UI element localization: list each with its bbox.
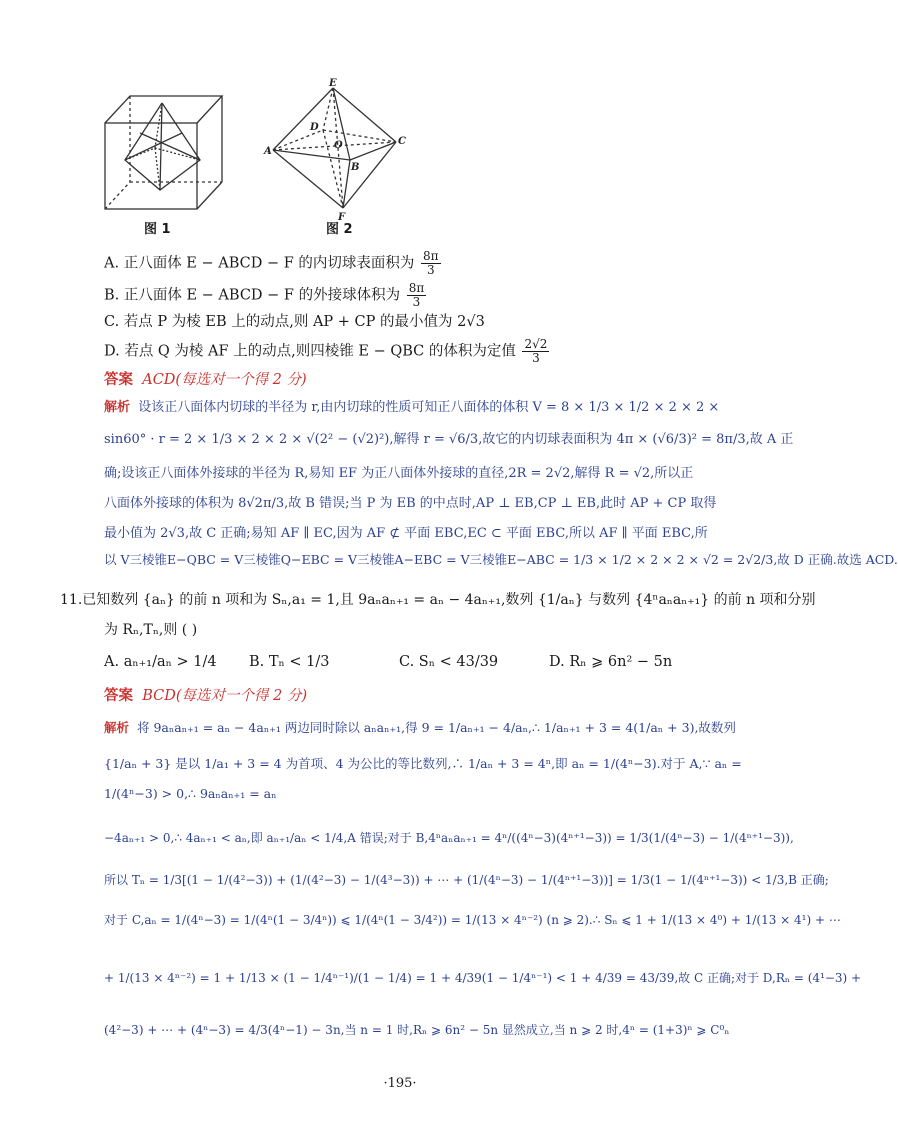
q10-option-c: C. 若点 P 为棱 EB 上的动点,则 AP + CP 的最小值为 2√3 bbox=[104, 314, 485, 330]
q11-analysis-line-0: 解析 将 9aₙaₙ₊₁ = aₙ − 4aₙ₊₁ 两边同时除以 aₙaₙ₊₁,得 9 = 1/aₙ₊₁ − 4/aₙ,∴ 1/aₙ₊₁ + 3 = 4(1/aₙ + 3),故数列 bbox=[104, 720, 736, 735]
q10-analysis-line-1: sin60° · r = 2 × 1/3 × 2 × 2 × √(2² − (√2)²),解得 r = √6/3,故它的内切球表面积为 4π × (√6/3)² = 8π/3,故 A 正 bbox=[104, 432, 794, 447]
q11-analysis-line-4: 所以 Tₙ = 1/3[(1 − 1/(4²−3)) + (1/(4²−3) − 1/(4³−3)) + ⋯ + (1/(4ⁿ−3) − 1/(4ⁿ⁺¹−3))] = 1/3(1 − 1/(4ⁿ⁺¹−3)) < 1/3,B 正确; bbox=[104, 873, 829, 887]
q11-analysis-line-2: 1/(4ⁿ−3) > 0,∴ 9aₙaₙ₊₁ = aₙ bbox=[104, 786, 277, 801]
q10-option-b: B. 正八面体 E − ABCD − F 的外接球体积为 $\frac{8\pi}{3}$ bbox=[104, 281, 425, 309]
q11-option-b: B. Tₙ < 1/3 bbox=[249, 654, 330, 670]
q11-analysis-line-3: −4aₙ₊₁ > 0,∴ 4aₙ₊₁ < aₙ,即 aₙ₊₁/aₙ < 1/4,A 错误;对于 B,4ⁿaₙaₙ₊₁ = 4ⁿ/((4ⁿ−3)(4ⁿ⁺¹−3)) = 1/3(1/(4ⁿ−3) − 1/(4ⁿ⁺¹−3)), bbox=[104, 831, 794, 845]
page-number: ·195· bbox=[383, 1076, 417, 1091]
q10-answer: 答案 ACD(每选对一个得 2 分) bbox=[104, 372, 307, 388]
q11-analysis-line-6: + 1/(13 × 4ⁿ⁻²) = 1 + 1/13 × (1 − 1/4ⁿ⁻¹)/(1 − 1/4) = 1 + 4/39(1 − 1/4ⁿ⁻¹) < 1 + 4/39 = 43/39,故 C 正确;对于 D,Rₙ = (4¹−3) + bbox=[104, 971, 862, 985]
q10-analysis-line-2: 确;设该正八面体外接球的半径为 R,易知 EF 为正八面体外接球的直径,2R = 2√2,解得 R = √2,所以正 bbox=[104, 466, 694, 481]
label-D: D bbox=[310, 122, 319, 133]
label-C: C bbox=[398, 136, 406, 147]
q11-answer: 答案 BCD(每选对一个得 2 分) bbox=[104, 688, 308, 704]
document-body bbox=[60, 249, 898, 1070]
octahedron-figures bbox=[100, 78, 420, 238]
q11-option-d: D. Rₙ ⩾ 6n² − 5n bbox=[549, 654, 673, 670]
q10-analysis-line-4: 最小值为 2√3,故 C 正确;易知 AF ∥ EC,因为 AF ⊄ 平面 EBC,EC ⊂ 平面 EBC,所以 AF ∥ 平面 EBC,所 bbox=[104, 526, 708, 541]
label-E: E bbox=[329, 78, 337, 89]
figure-1-caption: 图 1 bbox=[144, 222, 171, 237]
q10-analysis-line-3: 八面体外接球的体积为 8√2π/3,故 B 错误;当 P 为 EB 的中点时,AP ⊥ EB,CP ⊥ EB,此时 AP + CP 取得 bbox=[104, 496, 717, 511]
q11-analysis-line-1: {1/aₙ + 3} 是以 1/a₁ + 3 = 4 为首项、4 为公比的等比数列,∴ 1/aₙ + 3 = 4ⁿ,即 aₙ = 1/(4ⁿ−3).对于 A,∵ aₙ = bbox=[104, 756, 742, 771]
figure-1-drawing bbox=[105, 96, 222, 209]
q11-analysis-line-7: (4²−3) + ⋯ + (4ⁿ−3) = 4/3(4ⁿ−1) − 3n,当 n = 1 时,Rₙ ⩾ 6n² − 5n 显然成立,当 n ⩾ 2 时,4ⁿ = (1+3)ⁿ ⩾ C⁰ₙ bbox=[104, 1023, 730, 1037]
q10-analysis-line-5: 以 V三棱锥E−QBC = V三棱锥Q−EBC = V三棱锥A−EBC = V三棱锥E−ABC = 1/3 × 1/2 × 2 × 2 × √2 = 2√2/3,故 D 正确.故选 ACD. bbox=[104, 552, 898, 567]
q10-analysis-line-0: 解析 设该正八面体内切球的半径为 r,由内切球的性质可知正八面体的体积 V = 8 × 1/3 × 1/2 × 2 × 2 × bbox=[104, 400, 720, 415]
label-O: O bbox=[334, 140, 343, 151]
figure-2-caption: 图 2 bbox=[326, 222, 353, 237]
q11-option-a: A. aₙ₊₁/aₙ > 1/4 bbox=[104, 654, 217, 670]
figures-area bbox=[100, 78, 420, 238]
label-A: A bbox=[264, 146, 272, 157]
q10-option-d: D. 若点 Q 为棱 AF 上的动点,则四棱锥 E − QBC 的体积为定值 $\frac{2√2}{3}$ bbox=[104, 337, 548, 365]
label-F: F bbox=[338, 212, 346, 223]
q11-analysis-line-5: 对于 C,aₙ = 1/(4ⁿ−3) = 1/(4ⁿ(1 − 3/4ⁿ)) ⩽ 1/(4ⁿ(1 − 3/4²)) = 1/(13 × 4ⁿ⁻²) (n ⩾ 2).∴ Sₙ ⩽ 1 + 1/(13 × 4⁰) + 1/(13 × 4¹) + ⋯ bbox=[104, 913, 841, 927]
q11-stem-line-1: 11.已知数列 {aₙ} 的前 n 项和为 Sₙ,a₁ = 1,且 9aₙaₙ₊₁ = aₙ − 4aₙ₊₁,数列 {1/aₙ} 与数列 {4ⁿaₙaₙ₊₁} 的前 n 项和分别 bbox=[60, 592, 816, 608]
q11-option-c: C. Sₙ < 43/39 bbox=[399, 654, 499, 670]
q10-option-a: A. 正八面体 E − ABCD − F 的内切球表面积为 $\frac{8\pi}{3}$ bbox=[104, 249, 439, 277]
q11-stem-line-2: 为 Rₙ,Tₙ,则 ( ) bbox=[104, 622, 198, 638]
label-B: B bbox=[351, 162, 360, 173]
